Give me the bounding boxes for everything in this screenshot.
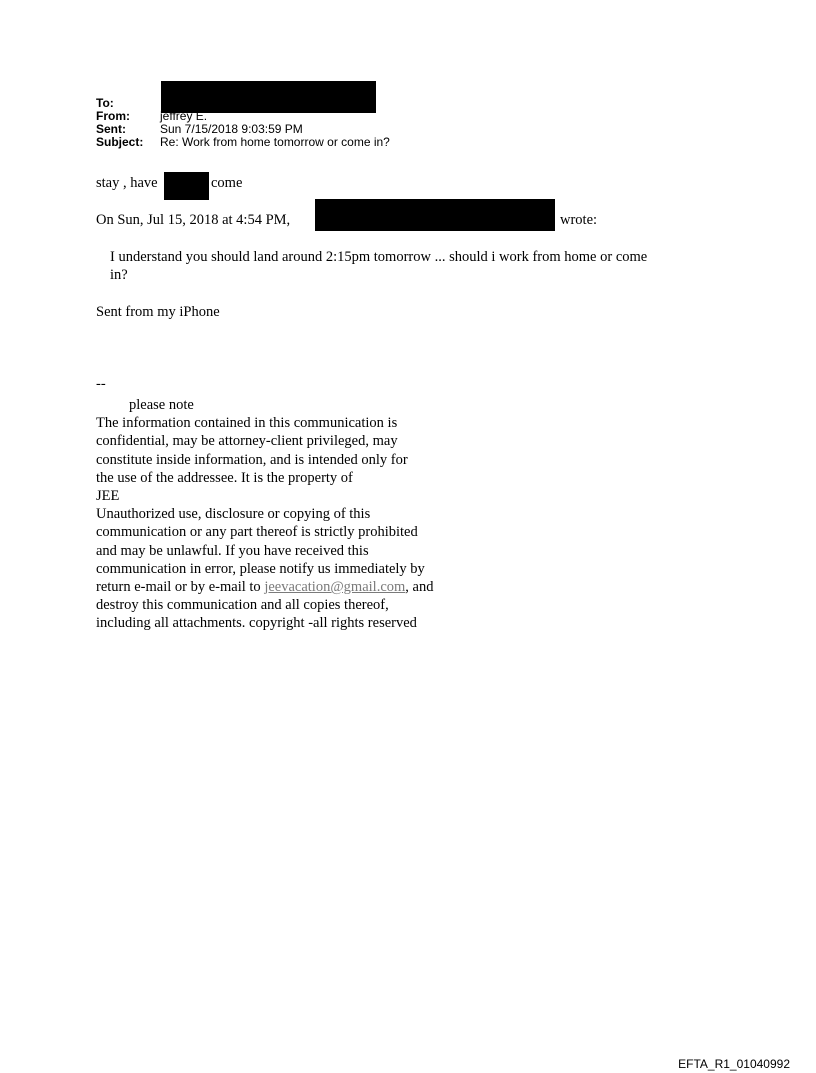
disclaimer-line: the use of the addressee. It is the property of	[96, 469, 353, 486]
subject-value: Re: Work from home tomorrow or come in?	[160, 135, 390, 149]
disclaimer-line: JEE	[96, 488, 120, 505]
reply-redaction	[164, 172, 209, 200]
disclaimer-line-with-link	[96, 578, 433, 596]
from-value: jeffrey E.	[160, 109, 208, 123]
signature: Sent from my iPhone	[96, 304, 220, 320]
disclaimer	[96, 396, 433, 633]
quoted-message-line1: I understand you should land around 2:15pm tomorrow ... should i work from home or come	[110, 249, 648, 265]
reply-text-start: stay , have	[96, 175, 158, 191]
quoted-message-line2: in?	[110, 267, 128, 283]
disclaimer-text: return e-mail or by e-mail to	[96, 579, 261, 596]
disclaimer-line: communication in error, please notify us immediately by	[96, 560, 425, 577]
quote-intro: On Sun, Jul 15, 2018 at 4:54 PM,	[96, 212, 291, 228]
disclaimer-line: and may be unlawful. If you have received this	[96, 542, 369, 559]
disclaimer-line: destroy this communication and all copies thereof,	[96, 597, 389, 614]
disclaimer-line: The information contained in this communication is	[96, 415, 398, 432]
sender-redaction	[315, 199, 555, 231]
signature-separator: --	[96, 376, 106, 392]
sent-value: Sun 7/15/2018 9:03:59 PM	[160, 122, 303, 136]
disclaimer-line: confidential, may be attorney-client privileged, may	[96, 433, 398, 450]
from-label: From:	[96, 109, 130, 123]
to-label: To:	[96, 96, 114, 110]
disclaimer-line: constitute inside information, and is intended only for	[96, 451, 408, 468]
please-note: please note	[129, 397, 194, 413]
disclaimer-line: Unauthorized use, disclosure or copying of this	[96, 506, 371, 523]
disclaimer-text: , and	[405, 579, 434, 596]
disclaimer-line: including all attachments. copyright -all rights reserved	[96, 615, 417, 632]
reply-text-end: come	[211, 175, 243, 191]
bates-number: EFTA_R1_01040992	[678, 1057, 790, 1071]
disclaimer-line: communication or any part thereof is strictly prohibited	[96, 524, 418, 541]
subject-label: Subject:	[96, 135, 144, 149]
email-link[interactable]: jeevacation@gmail.com	[264, 579, 406, 596]
quote-intro-wrote: wrote:	[560, 212, 598, 228]
sent-label: Sent:	[96, 122, 126, 136]
